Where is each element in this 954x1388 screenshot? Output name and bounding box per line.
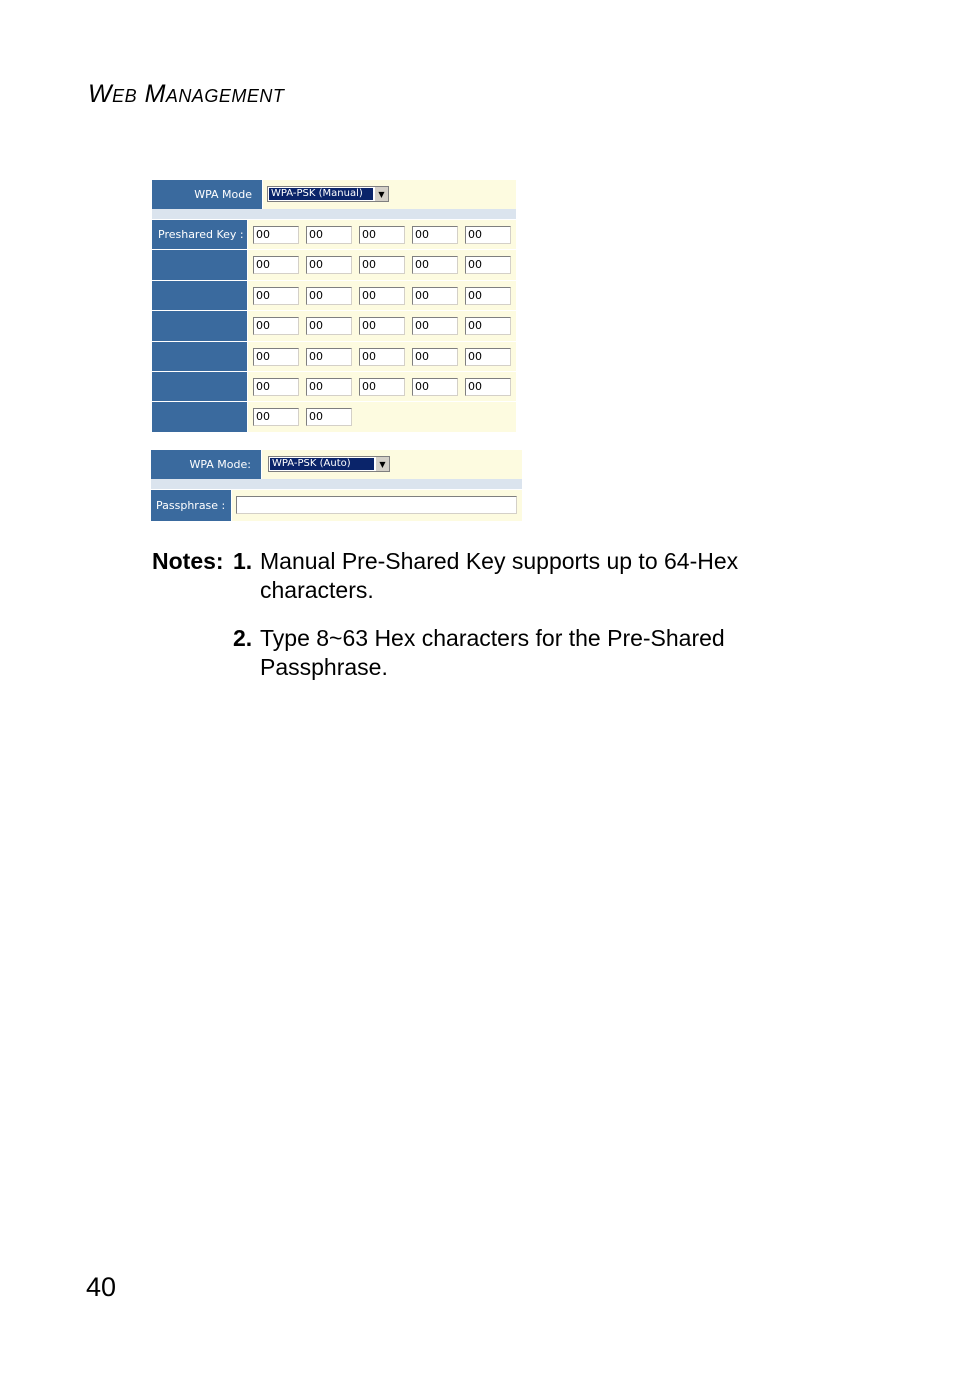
hex-key-input[interactable]: 00: [412, 378, 458, 396]
header-letter: M: [144, 80, 166, 108]
key-row-cell: [248, 311, 516, 340]
hex-key-input[interactable]: 00: [412, 317, 458, 335]
hex-key-input[interactable]: 00: [412, 287, 458, 305]
note-text: Type 8~63 Hex characters for the Pre-Shared: [260, 625, 725, 651]
hex-key-input[interactable]: 00: [359, 226, 405, 244]
header-text: ANAGEMENT: [165, 86, 285, 106]
wpa-mode-value: WPA-PSK (Auto): [270, 458, 374, 470]
hex-key-input[interactable]: 00: [359, 348, 405, 366]
key-row-label: [152, 281, 247, 310]
note-number: 1.: [233, 548, 253, 574]
hex-key-input[interactable]: 00: [465, 287, 511, 305]
key-row-cell: [248, 402, 516, 431]
hex-key-input[interactable]: 00: [306, 348, 352, 366]
page-header: [88, 80, 284, 109]
passphrase-label: Passphrase :: [151, 490, 231, 521]
wpa-mode-label: WPA Mode: [152, 180, 262, 209]
key-row-label: [152, 342, 247, 371]
page-number: 40: [86, 1272, 117, 1302]
notes-heading: Notes:: [152, 548, 224, 574]
wpa-mode-label: WPA Mode:: [151, 450, 261, 479]
wpa-mode-select[interactable]: [268, 456, 390, 472]
hex-key-input[interactable]: 00: [412, 226, 458, 244]
key-row-cell: [248, 372, 516, 401]
hex-key-input[interactable]: 00: [359, 287, 405, 305]
note-text: Passphrase.: [260, 654, 388, 680]
hex-key-input[interactable]: 00: [412, 256, 458, 274]
wpa-mode-select[interactable]: [267, 186, 389, 202]
hex-key-input[interactable]: 00: [253, 226, 299, 244]
note-text: characters.: [260, 577, 374, 603]
wpa-auto-panel: [151, 450, 522, 521]
passphrase-input[interactable]: [236, 496, 517, 514]
hex-key-input[interactable]: 00: [306, 287, 352, 305]
hex-key-input[interactable]: 00: [306, 256, 352, 274]
wpa-mode-cell: [263, 180, 516, 209]
hex-key-input[interactable]: 00: [359, 317, 405, 335]
header-letter: W: [88, 80, 113, 108]
hex-key-input[interactable]: 00: [465, 256, 511, 274]
separator: [152, 209, 516, 219]
key-row-cell: [248, 220, 516, 249]
hex-key-input[interactable]: 00: [465, 378, 511, 396]
key-row-label: [152, 402, 247, 431]
separator: [151, 479, 522, 489]
hex-key-input[interactable]: 00: [253, 348, 299, 366]
passphrase-cell: [232, 490, 522, 521]
note-text: Manual Pre-Shared Key supports up to 64-Hex: [260, 548, 739, 574]
hex-key-input[interactable]: 00: [306, 408, 352, 426]
wpa-manual-panel: [152, 180, 516, 433]
wpa-mode-value: WPA-PSK (Manual): [269, 188, 373, 200]
key-row-label: [152, 372, 247, 401]
hex-key-input[interactable]: 00: [306, 317, 352, 335]
key-row-cell: [248, 281, 516, 310]
hex-key-input[interactable]: 00: [359, 378, 405, 396]
hex-key-input[interactable]: 00: [253, 287, 299, 305]
hex-key-input[interactable]: 00: [253, 408, 299, 426]
hex-key-input[interactable]: 00: [253, 317, 299, 335]
hex-key-input[interactable]: 00: [465, 226, 511, 244]
hex-key-input[interactable]: 00: [412, 348, 458, 366]
hex-key-input[interactable]: 00: [465, 317, 511, 335]
hex-key-input[interactable]: 00: [465, 348, 511, 366]
preshared-key-label: Preshared Key :: [152, 220, 247, 249]
hex-key-input[interactable]: 00: [306, 226, 352, 244]
header-text: EB: [112, 86, 138, 106]
hex-key-input[interactable]: 00: [306, 378, 352, 396]
hex-key-input[interactable]: 00: [359, 256, 405, 274]
key-row-cell: [248, 342, 516, 371]
notes-block: [152, 547, 792, 682]
key-row-cell: [248, 250, 516, 279]
key-row-label: [152, 311, 247, 340]
hex-key-input[interactable]: 00: [253, 378, 299, 396]
hex-key-input[interactable]: 00: [253, 256, 299, 274]
chevron-down-icon[interactable]: ▼: [374, 187, 388, 201]
note-number: 2.: [233, 625, 253, 651]
key-row-label: [152, 250, 247, 279]
wpa-mode-cell: [262, 450, 522, 479]
chevron-down-icon[interactable]: ▼: [375, 457, 389, 471]
